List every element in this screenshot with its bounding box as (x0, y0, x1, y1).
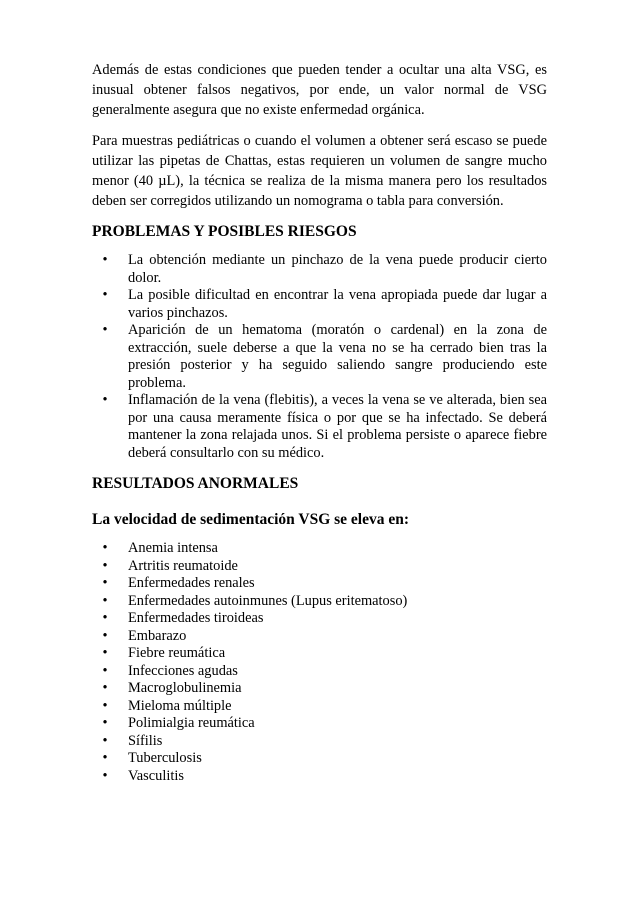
list-item-text: Enfermedades autoinmunes (Lupus eritematoso) (128, 592, 408, 609)
list-item-text: Macroglobulinemia (128, 680, 242, 696)
conditions-list (92, 540, 547, 785)
list-item (92, 768, 547, 786)
bullet-icon: • (102, 575, 108, 591)
list-item (92, 287, 547, 322)
heading-risks: PROBLEMAS Y POSIBLES RIESGOS (92, 223, 357, 240)
bullet-icon: • (102, 645, 108, 661)
list-item (92, 715, 547, 733)
list-item-text: Inflamación de la vena (flebitis), a veces la vena se ve alterada, bien sea por una causa meramente física o por que se ha infectado. Se deberá mantener la zona relajada unos. Si el problema persiste o aparece fiebre deberá consultarlo con su médico. (128, 392, 547, 461)
list-item-text: La obtención mediante un pinchazo de la vena puede producir cierto dolor. (128, 252, 547, 286)
list-item-text: Aparición de un hematoma (moratón o cardenal) en la zona de extracción, suele deberse a que la vena no se ha cerrado bien tras la presión posterior y ha seguido saliendo sangre produciendo este problema. (128, 322, 547, 391)
list-item-text: Sífilis (128, 732, 163, 749)
bullet-icon: • (102, 540, 108, 556)
list-item-text: Vasculitis (128, 767, 184, 784)
list-item-text: Enfermedades renales (128, 575, 255, 591)
bullet-icon: • (102, 287, 108, 303)
heading-abnormal-results: RESULTADOS ANORMALES (92, 475, 299, 492)
list-item-text: Mieloma múltiple (128, 697, 232, 714)
list-item-text: La posible dificultad en encontrar la vena apropiada puede dar lugar a varios pinchazos. (128, 287, 547, 321)
bullet-icon: • (102, 750, 108, 766)
list-item (92, 750, 547, 768)
paragraph-false-negatives: Además de estas condiciones que pueden tender a ocultar una alta VSG, es inusual obtener falsos negativos, por ende, un valor normal de VSG generalmente asegura que no existe enfermedad orgánica. (92, 62, 547, 118)
list-item-text: Anemia intensa (128, 540, 218, 556)
section-abnormal-results (92, 474, 547, 785)
bullet-icon: • (102, 322, 108, 338)
bullet-icon: • (102, 697, 108, 714)
list-item-text: Fiebre reumática (128, 645, 226, 661)
bullet-icon: • (102, 557, 108, 574)
bullet-icon: • (102, 392, 108, 408)
bullet-icon: • (102, 252, 108, 268)
bullet-icon: • (102, 592, 108, 609)
list-item-text: Embarazo (128, 627, 187, 644)
list-item-text: Polimialgia reumática (128, 715, 255, 731)
list-item (92, 698, 547, 716)
bullet-icon: • (102, 627, 108, 644)
list-item-text: Artritis reumatoide (128, 557, 238, 574)
list-item (92, 575, 547, 593)
paragraph-pediatric-samples: Para muestras pediátricas o cuando el volumen a obtener será escaso se puede utilizar las pipetas de Chattas, estas requieren un volumen de sangre mucho menor (40 µL), la técnica se realiza de la misma manera pero los resultados deben ser corregidos utilizando un nomograma o tabla para conversión. (92, 133, 547, 209)
list-item (92, 680, 547, 698)
list-item (92, 558, 547, 576)
page-content (92, 60, 547, 795)
risks-list (92, 252, 547, 462)
list-item-text: Infecciones agudas (128, 662, 238, 679)
list-item (92, 645, 547, 663)
list-item (92, 322, 547, 392)
subheading-vsg-elevated: La velocidad de sedimentación VSG se eleva en: (92, 511, 410, 528)
list-item (92, 733, 547, 751)
list-item (92, 252, 547, 287)
list-item (92, 628, 547, 646)
list-item (92, 540, 547, 558)
bullet-icon: • (102, 715, 108, 731)
list-item (92, 593, 547, 611)
list-item-text: Tuberculosis (128, 750, 202, 766)
list-item-text: Enfermedades tiroideas (128, 610, 264, 626)
list-item (92, 392, 547, 462)
bullet-icon: • (102, 610, 108, 626)
list-item (92, 610, 547, 628)
bullet-icon: • (102, 662, 108, 679)
bullet-icon: • (102, 680, 108, 696)
list-item (92, 663, 547, 681)
bullet-icon: • (102, 732, 108, 749)
bullet-icon: • (102, 767, 108, 784)
